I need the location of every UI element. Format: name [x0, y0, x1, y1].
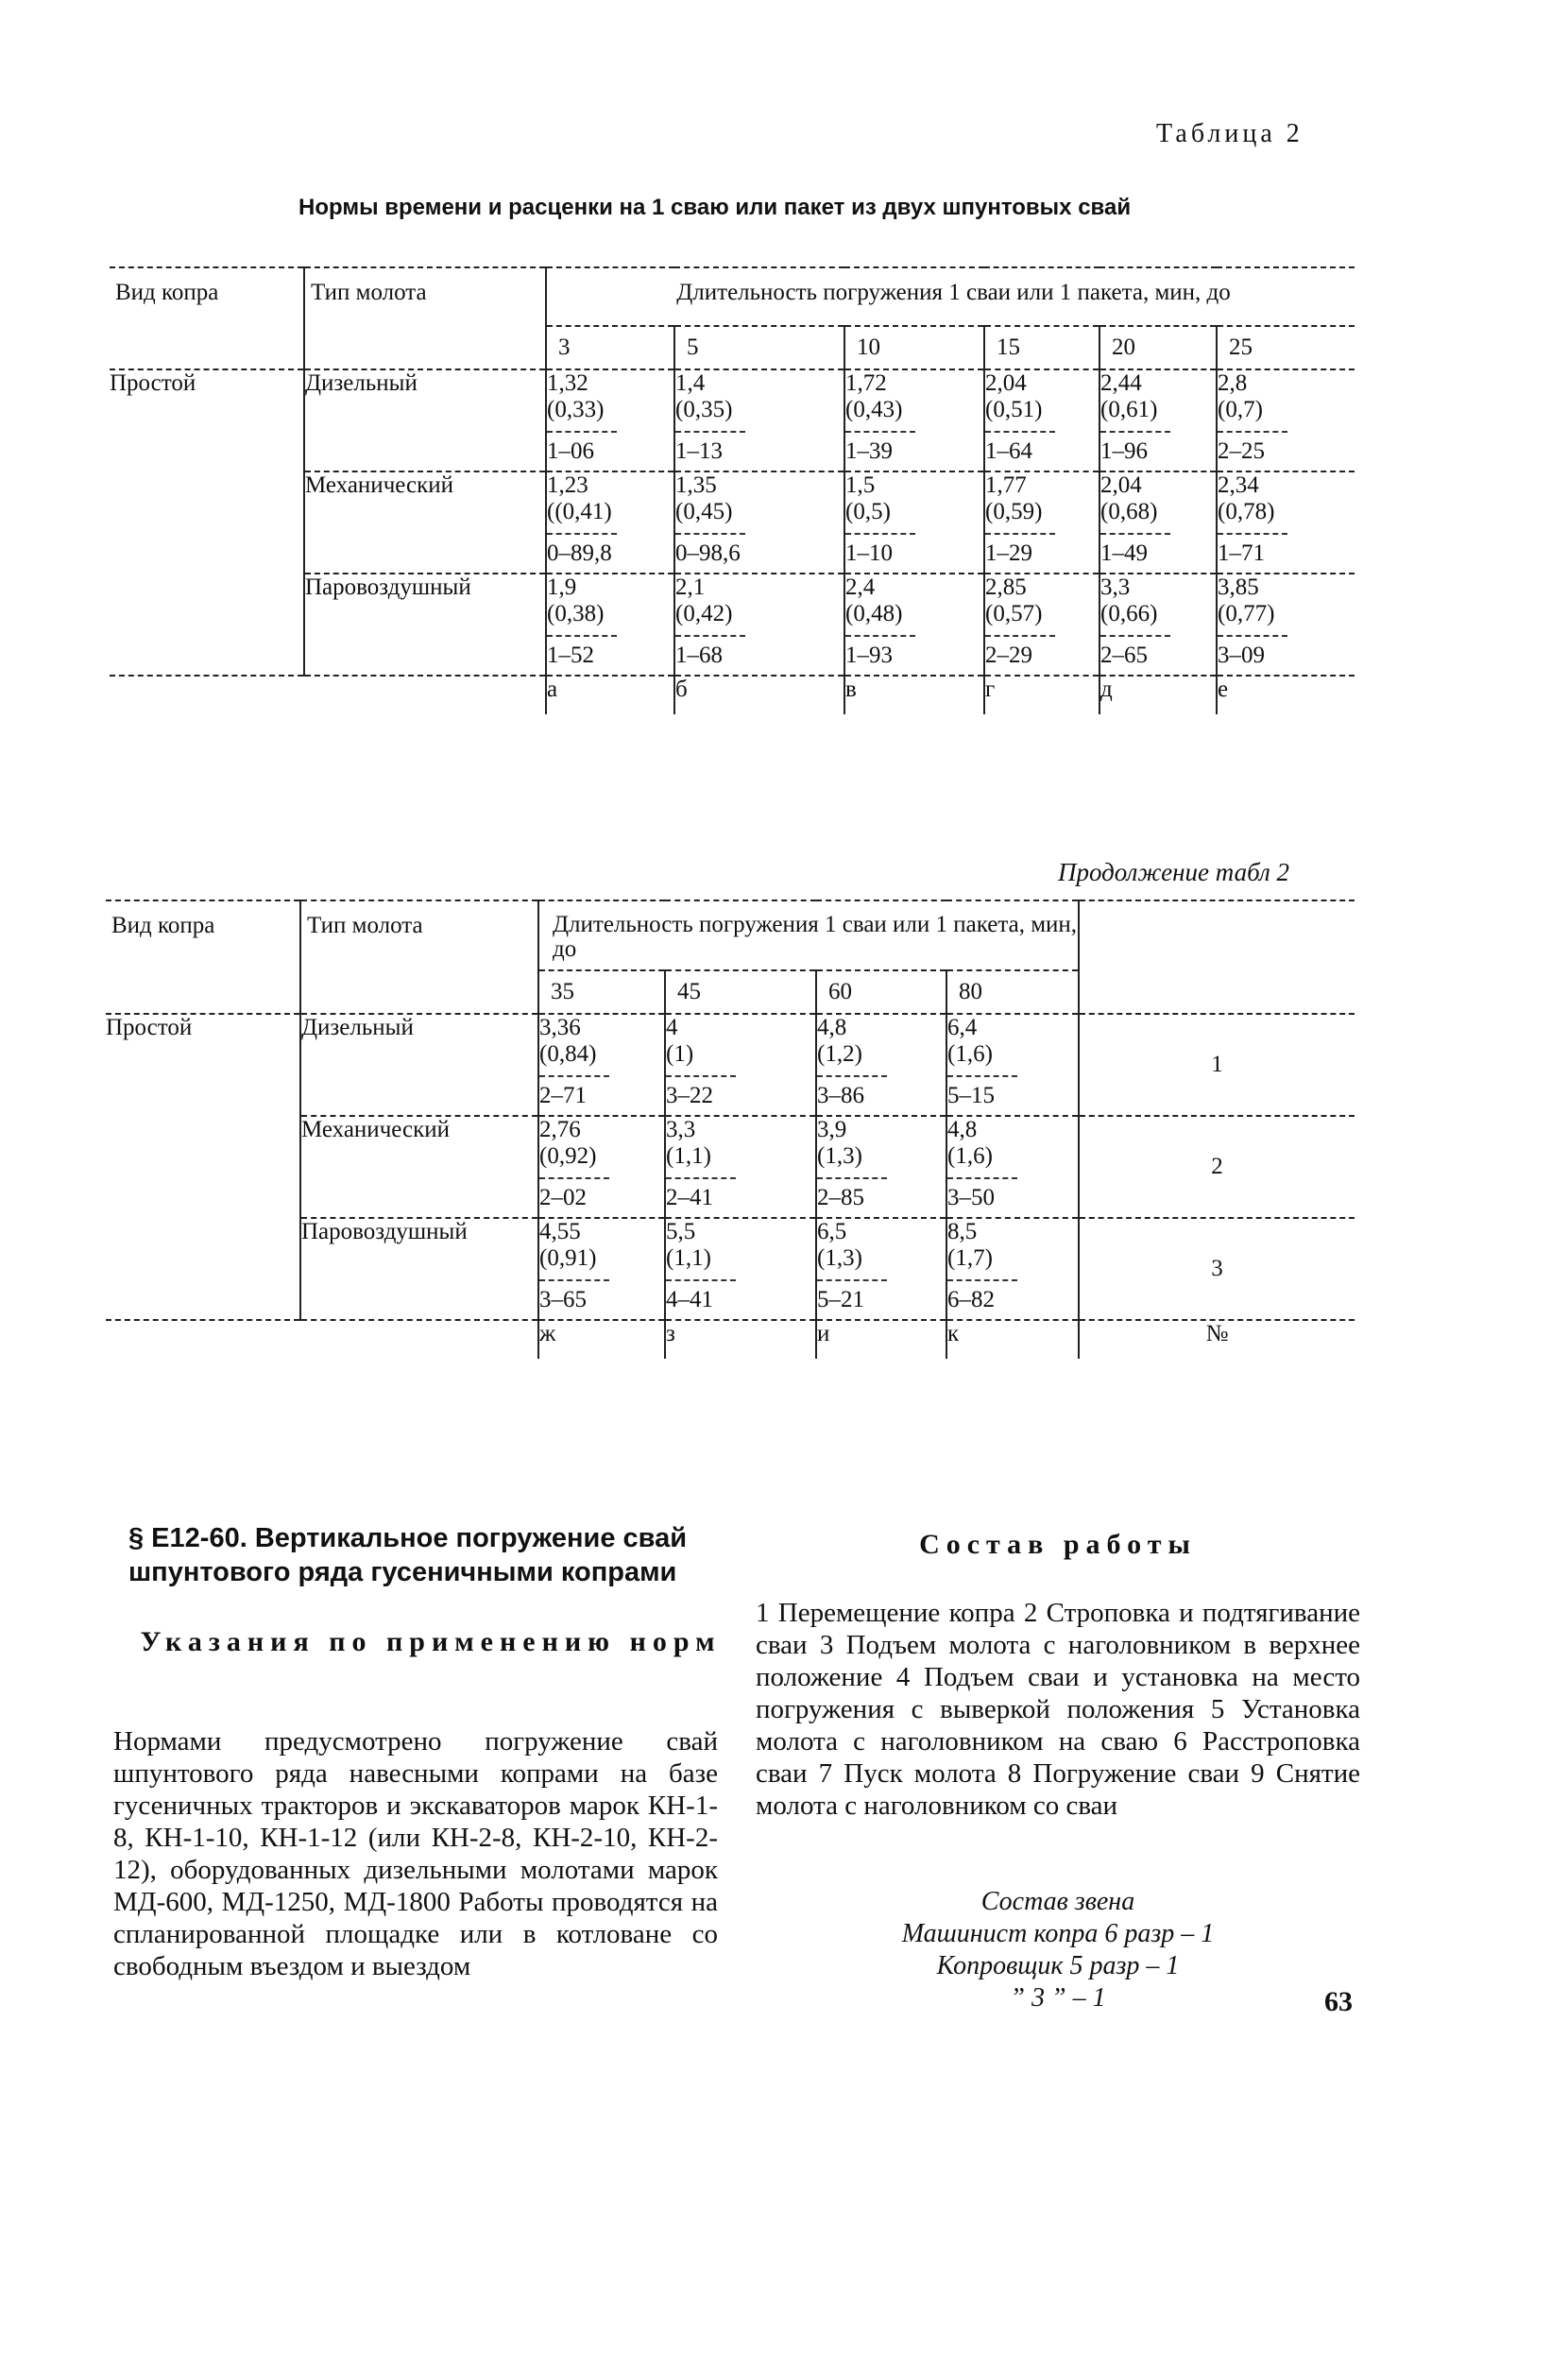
- column-letter: и: [816, 1320, 946, 1359]
- rate-cell: [538, 1218, 665, 1320]
- rate-cell: [1099, 369, 1217, 471]
- norm-value: 2,76: [539, 1117, 581, 1142]
- price-value: 1–71: [1218, 540, 1265, 566]
- duration-cell: 5: [674, 326, 844, 369]
- norm-paren: (0,35): [675, 397, 733, 422]
- norm-value: 5,5: [666, 1219, 696, 1244]
- work-body: 1 Перемещение копра 2 Строповка и подтягивание сваи 3 Подъем молота с наголовником в верхнее положение 4 Подъем сваи и установка на место погружения с выверкой положения 5 Установка молота с наголовником на сваю 6 Расстроповка сваи 7 Пуск молота 8 Погружение сваи 9 Снятие молота с наголовником со сваи: [756, 1598, 1360, 1821]
- norm-table-2: [106, 900, 1355, 1359]
- duration-cell: 35: [538, 970, 665, 1014]
- norm-paren: (0,7): [1218, 397, 1263, 422]
- norm-value: 1,5: [845, 472, 876, 498]
- header-duration: Длительность погружения 1 сваи или 1 пакета, мин, до: [546, 267, 1355, 326]
- norm-paren: (0,57): [985, 601, 1043, 626]
- norm-paren: (0,33): [547, 397, 605, 422]
- norm-value: 2,1: [675, 574, 706, 600]
- price-value: 4–41: [666, 1287, 713, 1312]
- rate-cell: [674, 471, 844, 574]
- rate-cell: [1099, 471, 1217, 574]
- norm-value: 3,3: [1100, 574, 1131, 600]
- rate-cell: [844, 369, 984, 471]
- crew-block: [793, 1886, 1322, 2014]
- instructions-body: Нормами предусмотрено погружение свай шпунтового ряда навесными копрами на базе гусеничных тракторов и экскаваторов марок КН-1-8, КН-1-10, КН-1-12 (или КН-2-8, КН-2-10, КН-2-12), оборудованных дизельными молотами марок МД-600, МД-1250, МД-1800 Работы проводятся на спланированной площадке или в котловане со свободным въездом и выездом: [113, 1726, 718, 1981]
- norm-value: 6,5: [817, 1219, 847, 1244]
- crew-line: Копровщик 5 разр – 1: [936, 1951, 1180, 1980]
- norm-value: 4,8: [947, 1117, 978, 1142]
- work-title: Состав работы: [919, 1529, 1197, 1560]
- price-value: 3–50: [947, 1185, 995, 1210]
- norm-paren: (0,78): [1218, 499, 1275, 524]
- duration-cell: 25: [1217, 326, 1355, 369]
- price-value: 1–13: [675, 438, 723, 464]
- column-letter: д: [1099, 676, 1217, 714]
- duration-cell: 45: [665, 970, 816, 1014]
- norm-paren: (0,43): [845, 397, 903, 422]
- molot-cell: Паровоздушный: [300, 1218, 538, 1320]
- rate-cell: [1099, 574, 1217, 676]
- norm-paren: (0,45): [675, 499, 733, 524]
- rate-cell: [546, 369, 674, 471]
- price-value: 0–98,6: [675, 540, 741, 566]
- rate-cell: [1217, 369, 1355, 471]
- rate-cell: [665, 1014, 816, 1116]
- rate-cell: [538, 1116, 665, 1218]
- norm-paren: (1,1): [666, 1143, 711, 1169]
- crew-line: ” 3 ” – 1: [1010, 1983, 1106, 2013]
- norm-paren: (1,3): [817, 1143, 862, 1169]
- price-value: 5–15: [947, 1083, 995, 1108]
- rate-cell: [844, 574, 984, 676]
- kopr-cell: Простой: [110, 370, 196, 396]
- row-number: 3: [1079, 1218, 1355, 1320]
- price-value: 1–49: [1100, 540, 1148, 566]
- column-letter: б: [674, 676, 844, 714]
- rate-cell: [674, 574, 844, 676]
- norm-value: 6,4: [947, 1015, 978, 1040]
- norm-paren: ((0,41): [547, 499, 612, 524]
- section-heading: § Е12-60. Вертикальное погружение свай шпунтового ряда гусеничными копрами: [128, 1523, 688, 1587]
- kopr-cell: Простой: [106, 1015, 193, 1040]
- price-value: 1–39: [845, 438, 893, 464]
- price-value: 2–41: [666, 1185, 713, 1210]
- rate-cell: [984, 574, 1099, 676]
- rate-cell: [538, 1014, 665, 1116]
- rate-cell: [674, 369, 844, 471]
- norm-value: 2,44: [1100, 370, 1142, 396]
- norm-paren: (1,7): [947, 1245, 993, 1271]
- rate-cell: [984, 471, 1099, 574]
- price-value: 3–65: [539, 1287, 587, 1312]
- norm-paren: (1,2): [817, 1041, 862, 1067]
- column-letter: а: [546, 676, 674, 714]
- rate-cell: [946, 1116, 1079, 1218]
- price-value: 2–65: [1100, 643, 1148, 668]
- norm-value: 3,36: [539, 1015, 581, 1040]
- price-value: 1–52: [547, 643, 594, 668]
- price-value: 1–64: [985, 438, 1032, 464]
- duration-cell: 15: [984, 326, 1099, 369]
- rate-cell: [665, 1218, 816, 1320]
- rate-cell: [946, 1218, 1079, 1320]
- norm-paren: (1,6): [947, 1143, 993, 1169]
- norm-value: 1,72: [845, 370, 887, 396]
- price-value: 3–86: [817, 1083, 864, 1108]
- norm-value: 2,04: [985, 370, 1027, 396]
- rate-cell: [816, 1218, 946, 1320]
- norm-paren: (1,1): [666, 1245, 711, 1271]
- norm-value: 3,85: [1218, 574, 1259, 600]
- crew-line: Машинист копра 6 разр – 1: [901, 1919, 1215, 1948]
- column-letter: е: [1217, 676, 1355, 714]
- header-molot: Тип молота: [304, 267, 546, 369]
- rate-cell: [844, 471, 984, 574]
- price-value: 3–09: [1218, 643, 1265, 668]
- norm-paren: (0,66): [1100, 601, 1158, 626]
- price-value: 1–10: [845, 540, 893, 566]
- rate-cell: [1217, 574, 1355, 676]
- column-letter: к: [946, 1320, 1079, 1359]
- price-value: 1–29: [985, 540, 1032, 566]
- duration-cell: 80: [946, 970, 1079, 1014]
- row-number: 2: [1079, 1116, 1355, 1218]
- table-label: Таблица 2: [1156, 119, 1304, 148]
- column-letter: ж: [538, 1320, 665, 1359]
- norm-paren: (0,42): [675, 601, 733, 626]
- price-value: 2–25: [1218, 438, 1265, 464]
- crew-title: Состав звена: [980, 1887, 1135, 1916]
- price-value: 2–02: [539, 1185, 587, 1210]
- norm-paren: (0,77): [1218, 601, 1275, 626]
- norm-value: 1,77: [985, 472, 1027, 498]
- price-value: 6–82: [947, 1287, 995, 1312]
- norm-value: 2,4: [845, 574, 876, 600]
- price-value: 2–85: [817, 1185, 864, 1210]
- norm-paren: (1,6): [947, 1041, 993, 1067]
- norm-paren: (0,48): [845, 601, 903, 626]
- price-value: 3–22: [666, 1083, 713, 1108]
- norm-paren: (0,59): [985, 499, 1043, 524]
- header-duration: Длительность погружения 1 сваи или 1 пакета, мин, до: [538, 900, 1079, 970]
- header-kopr: Вид копра: [111, 913, 215, 938]
- price-value: 1–06: [547, 438, 594, 464]
- rate-cell: [1217, 471, 1355, 574]
- rate-cell: [546, 471, 674, 574]
- molot-cell: Дизельный: [304, 369, 546, 471]
- norm-value: 1,9: [547, 574, 577, 600]
- norm-paren: (0,38): [547, 601, 605, 626]
- norm-value: 1,23: [547, 472, 588, 498]
- norm-value: 3,3: [666, 1117, 696, 1142]
- continuation-label: Продолжение табл 2: [1058, 858, 1290, 886]
- norm-paren: (0,84): [539, 1041, 597, 1067]
- rate-cell: [546, 574, 674, 676]
- rate-cell: [946, 1014, 1079, 1116]
- norm-value: 4: [666, 1015, 678, 1040]
- norm-value: 4,8: [817, 1015, 847, 1040]
- rate-cell: [984, 369, 1099, 471]
- duration-cell: 10: [844, 326, 984, 369]
- norm-paren: (0,5): [845, 499, 891, 524]
- instructions-title: Указания по применению норм: [140, 1626, 722, 1657]
- price-value: 1–93: [845, 643, 893, 668]
- price-value: 1–96: [1100, 438, 1148, 464]
- norm-paren: (1,3): [817, 1245, 862, 1271]
- molot-cell: Паровоздушный: [304, 574, 546, 676]
- norm-value: 8,5: [947, 1219, 978, 1244]
- norm-value: 2,85: [985, 574, 1027, 600]
- duration-cell: 60: [816, 970, 946, 1014]
- norm-paren: (0,92): [539, 1143, 597, 1169]
- rate-cell: [665, 1116, 816, 1218]
- price-value: 2–71: [539, 1083, 587, 1108]
- molot-cell: Дизельный: [300, 1014, 538, 1116]
- norm-value: 4,55: [539, 1219, 581, 1244]
- duration-cell: 3: [546, 326, 674, 369]
- price-value: 2–29: [985, 643, 1032, 668]
- molot-cell: Механический: [300, 1116, 538, 1218]
- norm-value: 2,34: [1218, 472, 1259, 498]
- norm-paren: (1): [666, 1041, 694, 1067]
- norm-value: 2,8: [1218, 370, 1248, 396]
- column-letter: з: [665, 1320, 816, 1359]
- norm-value: 1,35: [675, 472, 717, 498]
- norm-value: 1,32: [547, 370, 588, 396]
- rate-cell: [816, 1116, 946, 1218]
- price-value: 5–21: [817, 1287, 864, 1312]
- header-kopr: Вид копра: [115, 280, 219, 305]
- price-value: 1–68: [675, 643, 723, 668]
- norm-value: 2,04: [1100, 472, 1142, 498]
- norm-table-1: [110, 266, 1355, 714]
- norm-paren: (0,61): [1100, 397, 1158, 422]
- norm-value: 3,9: [817, 1117, 847, 1142]
- norm-paren: (0,51): [985, 397, 1043, 422]
- rate-cell: [816, 1014, 946, 1116]
- norm-value: 1,4: [675, 370, 706, 396]
- column-letter: г: [984, 676, 1099, 714]
- molot-cell: Механический: [304, 471, 546, 574]
- table-title: Нормы времени и расценки на 1 сваю или пакет из двух шпунтовых свай: [298, 195, 1132, 220]
- page-number: 63: [1324, 1986, 1353, 2017]
- column-letter: в: [844, 676, 984, 714]
- norm-paren: (0,68): [1100, 499, 1158, 524]
- norm-paren: (0,91): [539, 1245, 597, 1271]
- num-label: №: [1079, 1320, 1355, 1359]
- header-molot: Тип молота: [300, 900, 538, 1014]
- row-number: 1: [1079, 1014, 1355, 1116]
- price-value: 0–89,8: [547, 540, 612, 566]
- duration-cell: 20: [1099, 326, 1217, 369]
